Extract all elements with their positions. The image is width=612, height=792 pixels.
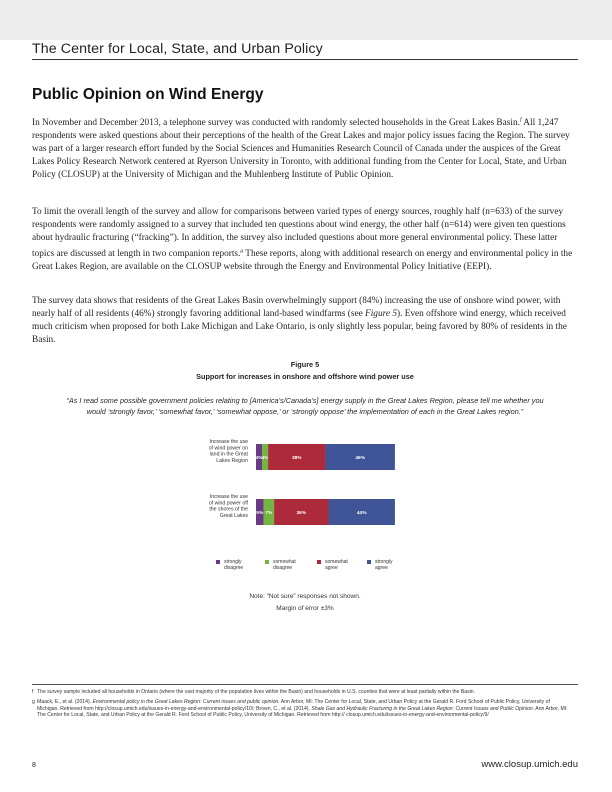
- header-title: The Center for Local, State, and Urban Policy: [32, 41, 323, 57]
- footnote-g-text: [32, 699, 572, 719]
- category-label-0-line-1: of wind power on: [208, 445, 248, 452]
- footnote-g-title-2: Shale Gas and Hydraulic Fracturing in the Great Lakes Region: Current Issues and Public Opinion.: [311, 705, 535, 712]
- paragraph-3-text-b: ). Even offshore wind energy, which received much criticism when proposed for both Lake Michigan and Lake Ontario, is only slightly less popular, being favored by 80% of residents in the Basin.: [32, 309, 567, 346]
- footnote-f-mark: f: [32, 689, 34, 695]
- footnote-g: [32, 699, 572, 719]
- bar-value-label-1-2: 36%: [296, 510, 307, 516]
- legend-swatch-2: [317, 560, 321, 564]
- footnote-g-title-1: Environmental policy in the Great Lakes Region: Current issues and public opinion.: [92, 699, 280, 705]
- legend-swatch-3: [367, 560, 371, 564]
- category-label-1-line-0: Increase the use: [209, 494, 248, 500]
- legend-label-1: somewhat disagree: [273, 559, 296, 571]
- paragraph-3-text-a: The survey data shows that residents of the Great Lakes Basin overwhelmingly support (84%) increasing the use of onshore wind power, with nearly half of all residents (46%) strongly favoring additional land-based windfarms (see: [32, 296, 561, 320]
- paragraph-2-text-b: These reports, along with additional research on energy and environmental policy in the Great Lakes Region, are available on the CLOSUP website through the Energy and Environmental Policy Initiative (EEPI).: [32, 249, 573, 273]
- figure-title: Support for increases in onshore and offshore wind power use: [196, 372, 414, 381]
- paragraph-2-text-a: To limit the overall length of the survey and allow for comparisons between varied types of energy sources, roughly half (n=633) of the survey respondents were randomly assigned to a survey that included ten questions about wind energy, the other half (n=614) were given ten questions about hydraulic fracturing (“fracking”). In addition, the survey also included questions about more general environmental policy. These latter topics are discussed at length in two companion reports.: [32, 207, 566, 260]
- category-label-1-line-2: the shores of the: [209, 506, 248, 513]
- category-label-0-line-3: Lakes Region: [216, 457, 248, 464]
- footnote-g-text-c[interactable]: Ann Arbor, MI: The Center for Local, State, and Urban Policy at the Gerald R. Ford School of Public Policy, University of Michigan. Retrieved from http:// closup.umich.edu/issues-in-energy-and-environmental-policy/9/: [37, 705, 568, 719]
- figure-margin-of-error: Margin of error ±3%: [276, 605, 334, 612]
- bar-value-label-0-0: 4%: [255, 455, 263, 461]
- site-url[interactable]: www.closup.umich.edu: [481, 759, 578, 770]
- bar-value-label-1-0: 5%: [256, 510, 264, 516]
- figure-5-reference[interactable]: Figure 5: [365, 309, 397, 320]
- category-label-1-line-1: of wind power off: [208, 500, 248, 507]
- footnote-g-mark: g: [32, 699, 35, 705]
- section-title: Public Opinion on Wind Energy: [32, 86, 264, 103]
- footnote-rule: [32, 684, 578, 685]
- legend-label-2: somewhat agree: [325, 559, 348, 571]
- footnote-ref-g[interactable]: g: [240, 248, 244, 255]
- footnote-g-text-b[interactable]: Ann Arbor, MI: The Center for Local, State, and Urban Policy at the Gerald R. Ford School of Public Policy, University of Michigan. Retrieved from http://closup.umich.edu/issues-in-energy-and-environmental-policy/10/; Brown, C., et al. (2014).: [37, 699, 550, 712]
- legend-label-0: strongly disagree: [224, 559, 244, 571]
- page-number: 8: [32, 762, 36, 769]
- footnote-ref-f[interactable]: f: [519, 117, 522, 123]
- figure-note: Note: “Not sure” responses not shown.: [249, 593, 361, 600]
- figure-number: Figure 5: [290, 360, 320, 369]
- legend-label-3: strongly agree: [375, 559, 393, 571]
- paragraph-1-text-b: All 1,247 respondents were asked questions about their perceptions of the health of the Great Lakes and major policy issues facing the Region. The survey was part of a larger research effort funded by the Social Sciences and Humanities Research Council of Canada under the auspices of the Great Lakes Policy Research Network centered at Ryerson University in Toronto, with additional funding from the Center for Local, State, and Urban Policy (CLOSUP) at the University of Michigan and the Muhlenberg Institute of Public Opinion.: [32, 118, 570, 181]
- figure-question-quote: “As I read some possible government policies relating to [America’s/Canada’s] energy supply in the Great Lakes Region, please tell me whether you would ‘strongly favor,’ ‘somewhat favor,’ ‘somewhat oppose,’ or ‘strongly oppose’ the implementation of each in the Great Lakes region.”: [66, 396, 544, 416]
- bar-value-label-0-2: 38%: [291, 455, 302, 461]
- category-label-0-line-2: land in the Great: [209, 451, 248, 458]
- bar-value-label-1-3: 44%: [356, 510, 367, 516]
- footnote-f: [32, 689, 572, 696]
- chart-legend: [216, 560, 416, 580]
- footnote-g-text-a: Maack, E., et al. (2014).: [37, 699, 93, 705]
- bar-value-label-0-1: 4%: [261, 455, 269, 461]
- bar-value-label-1-1: 7%: [265, 510, 273, 516]
- category-label-0-line-0: Increase the use: [209, 439, 248, 445]
- category-label-1-line-3: Great Lakes: [219, 512, 248, 519]
- legend-swatch-1: [265, 560, 269, 564]
- legend-swatch-0: [216, 560, 220, 564]
- paragraph-1-text-a: In November and December 2013, a telephone survey was conducted with randomly selected households in the Great Lakes Basin.: [32, 118, 520, 129]
- footnote-f-text: The survey sample included all households in Ontario (where the vast majority of the population lives within the Basin) and households in U.S. counties that were at least partially within the Basin.: [37, 689, 476, 695]
- bar-value-label-0-3: 46%: [355, 455, 365, 461]
